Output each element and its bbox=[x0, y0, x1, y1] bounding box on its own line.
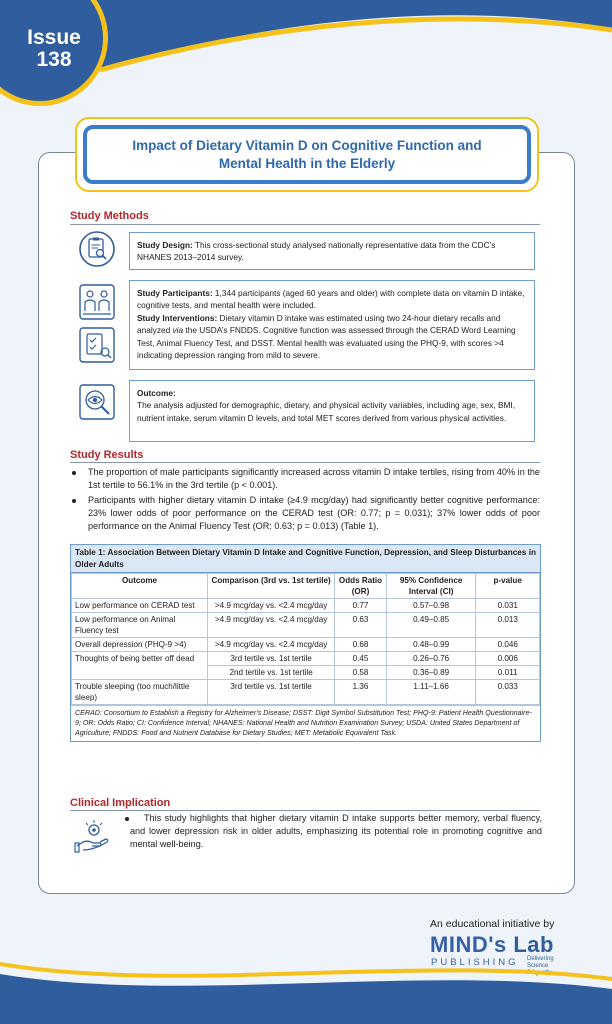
table-cell: >4.9 mcg/day vs. <2.4 mcg/day bbox=[208, 638, 335, 652]
table-cell: 3rd tertile vs. 1st tertile bbox=[208, 652, 335, 666]
tagline-line: Science bbox=[527, 963, 549, 969]
clinical-bullet bbox=[125, 817, 129, 821]
table-cell: 0.63 bbox=[335, 613, 387, 638]
table-row bbox=[72, 613, 540, 638]
issue-number: 138 bbox=[36, 48, 72, 71]
table-cell: 0.046 bbox=[476, 638, 540, 652]
results-bullet-1: The proportion of male participants significantly increased across vitamin D intake tertiles, rising from 40% in the 1st tertile to 56.1% in the 3rd tertile (p < 0.001). bbox=[70, 466, 540, 492]
study-results-heading: Study Results bbox=[70, 449, 144, 461]
participants-label: Study Participants: bbox=[137, 288, 213, 298]
results-divider bbox=[70, 462, 540, 463]
table-cell: 3rd tertile vs. 1st tertile bbox=[208, 680, 335, 705]
table-cell: 1.36 bbox=[335, 680, 387, 705]
table-cell: 0.57–0.98 bbox=[386, 599, 476, 613]
tagline-line: Delivering bbox=[527, 956, 554, 962]
table-header: Comparison (3rd vs. 1st tertile) bbox=[208, 574, 335, 599]
interventions-text-2: the USDA’s FNDDS. Cognitive function was assessed through the CERAD Word Learning Test, Animal Fluency Test, and DSST. Mental health was evaluated using the PHQ-9, with scores >4 indicating depression ranging from mild to severe. bbox=[137, 325, 516, 361]
clipboard-magnifier-icon bbox=[78, 230, 116, 268]
interventions-via: via bbox=[172, 325, 184, 336]
table-cell: 0.48–0.99 bbox=[386, 638, 476, 652]
results-bullet-2: Participants with higher dietary vitamin D intake (≥4.9 mcg/day) had significantly better cognitive performance: 23% lower odds of poor performance on the CERAD test (OR: 0.77; p = 0.031); 37% lower odds of poor performance on the Animal Fluency Test (OR: 0.63; p = 0.013) (Table 1). bbox=[70, 494, 540, 533]
clinical-text: This study highlights that higher dietary vitamin D intake supports better memory, verbal fluency, and lower depression risk in older adults, emphasizing its potential role in promoting cognitive and mental well-being. bbox=[130, 813, 542, 849]
table-header: p-value bbox=[476, 574, 540, 599]
logo-publishing: PUBLISHING bbox=[431, 957, 519, 968]
outcome-label: Outcome: bbox=[137, 388, 176, 398]
table-cell: 0.68 bbox=[335, 638, 387, 652]
table-cell: Trouble sleeping (too much/little sleep) bbox=[72, 680, 208, 705]
study-methods-heading: Study Methods bbox=[70, 210, 149, 222]
study-design-text: This cross-sectional study analysed nationally representative data from the CDC’s NHANES 2013–2014 survey. bbox=[137, 240, 496, 263]
table-header-row bbox=[72, 574, 540, 599]
logo-mind: MIND's bbox=[430, 932, 507, 957]
table-header: Odds Ratio (OR) bbox=[335, 574, 387, 599]
table-cell: >4.9 mcg/day vs. <2.4 mcg/day bbox=[208, 613, 335, 638]
initiative-text: An educational initiative by bbox=[430, 918, 555, 930]
table-cell: Thoughts of being better off dead bbox=[72, 652, 208, 680]
outcome-box bbox=[129, 380, 535, 442]
table-cell: 0.011 bbox=[476, 666, 540, 680]
table-row bbox=[72, 638, 540, 652]
participants-group-icon bbox=[78, 283, 116, 321]
title-banner bbox=[75, 117, 539, 192]
issue-label: Issue bbox=[27, 26, 81, 49]
tagline-line: Diligently bbox=[527, 970, 552, 976]
clinical-implication-text bbox=[130, 812, 542, 851]
table-header: 95% Confidence Interval (CI) bbox=[386, 574, 476, 599]
table-cell: 0.031 bbox=[476, 599, 540, 613]
table-cell: 0.033 bbox=[476, 680, 540, 705]
table-cell: 0.006 bbox=[476, 652, 540, 666]
table-cell: 0.013 bbox=[476, 613, 540, 638]
bottom-wave-decoration bbox=[0, 934, 612, 1024]
table-header: Outcome bbox=[72, 574, 208, 599]
outcome-text: The analysis adjusted for demographic, dietary, and physical activity variables, including age, sex, BMI, nutrient intake, serum vitamin D levels, and total MET scores derived from various physical activities. bbox=[137, 400, 516, 423]
hand-care-icon bbox=[74, 818, 112, 856]
table-cell: 0.58 bbox=[335, 666, 387, 680]
participants-interventions-box bbox=[129, 280, 535, 370]
table-row bbox=[72, 652, 540, 666]
page-title: Impact of Dietary Vitamin D on Cognitive Function and Mental Health in the Elderly bbox=[83, 125, 531, 184]
clinical-implication-heading: Clinical Implication bbox=[70, 797, 171, 809]
table-cell: 2nd tertile vs. 1st tertile bbox=[208, 666, 335, 680]
results-list bbox=[70, 466, 540, 535]
table-cell: 0.49–0.85 bbox=[386, 613, 476, 638]
table-cell: Low performance on CERAD test bbox=[72, 599, 208, 613]
logo-lab: Lab bbox=[513, 932, 554, 957]
study-design-label: Study Design: bbox=[137, 240, 193, 250]
table-cell: 0.45 bbox=[335, 652, 387, 666]
eye-magnifier-icon bbox=[78, 383, 116, 421]
interventions-label: Study Interventions: bbox=[137, 312, 218, 323]
methods-divider bbox=[70, 224, 540, 225]
results-table bbox=[70, 544, 541, 742]
study-design-box bbox=[129, 232, 535, 270]
table-cell: 0.77 bbox=[335, 599, 387, 613]
table-cell: 0.26–0.76 bbox=[386, 652, 476, 666]
data-table bbox=[71, 573, 540, 705]
table-footnote: CERAD: Consortium to Establish a Registry for Alzheimer’s Disease; DSST: Digit Symbol Substitution Test; PHQ-9: Patient Health Questionnaire-9; OR: Odds Ratio; CI: Confidence Interval; NHANES: National Health and Nutrition Examination Survey; USDA: United States Department of Agriculture; FNDDS: Food and Nutrient Database for Dietary Studies; MET: Metabolic Equivalent Task. bbox=[71, 705, 540, 741]
table-row bbox=[72, 599, 540, 613]
participants-text: 1,344 participants (aged 60 years and older) with complete data on vitamin D intake, cognitive tests, and mental health were included. bbox=[137, 288, 525, 311]
clinical-divider bbox=[70, 810, 540, 811]
table-caption: Table 1: Association Between Dietary Vitamin D Intake and Cognitive Function, Depression, and Sleep Disturbances in Older Adults bbox=[71, 545, 540, 573]
table-cell: 0.36–0.89 bbox=[386, 666, 476, 680]
table-cell: Overall depression (PHQ-9 >4) bbox=[72, 638, 208, 652]
table-cell: >4.9 mcg/day vs. <2.4 mcg/day bbox=[208, 599, 335, 613]
clipboard-test-icon bbox=[78, 326, 116, 364]
interventions-text-1: Dietary vitamin D intake was estimated using two 24-hour dietary recalls and analyzed bbox=[137, 312, 501, 336]
table-cell: 1.11–1.66 bbox=[386, 680, 476, 705]
table-row bbox=[72, 680, 540, 705]
table-cell: Low performance on Animal Fluency test bbox=[72, 613, 208, 638]
